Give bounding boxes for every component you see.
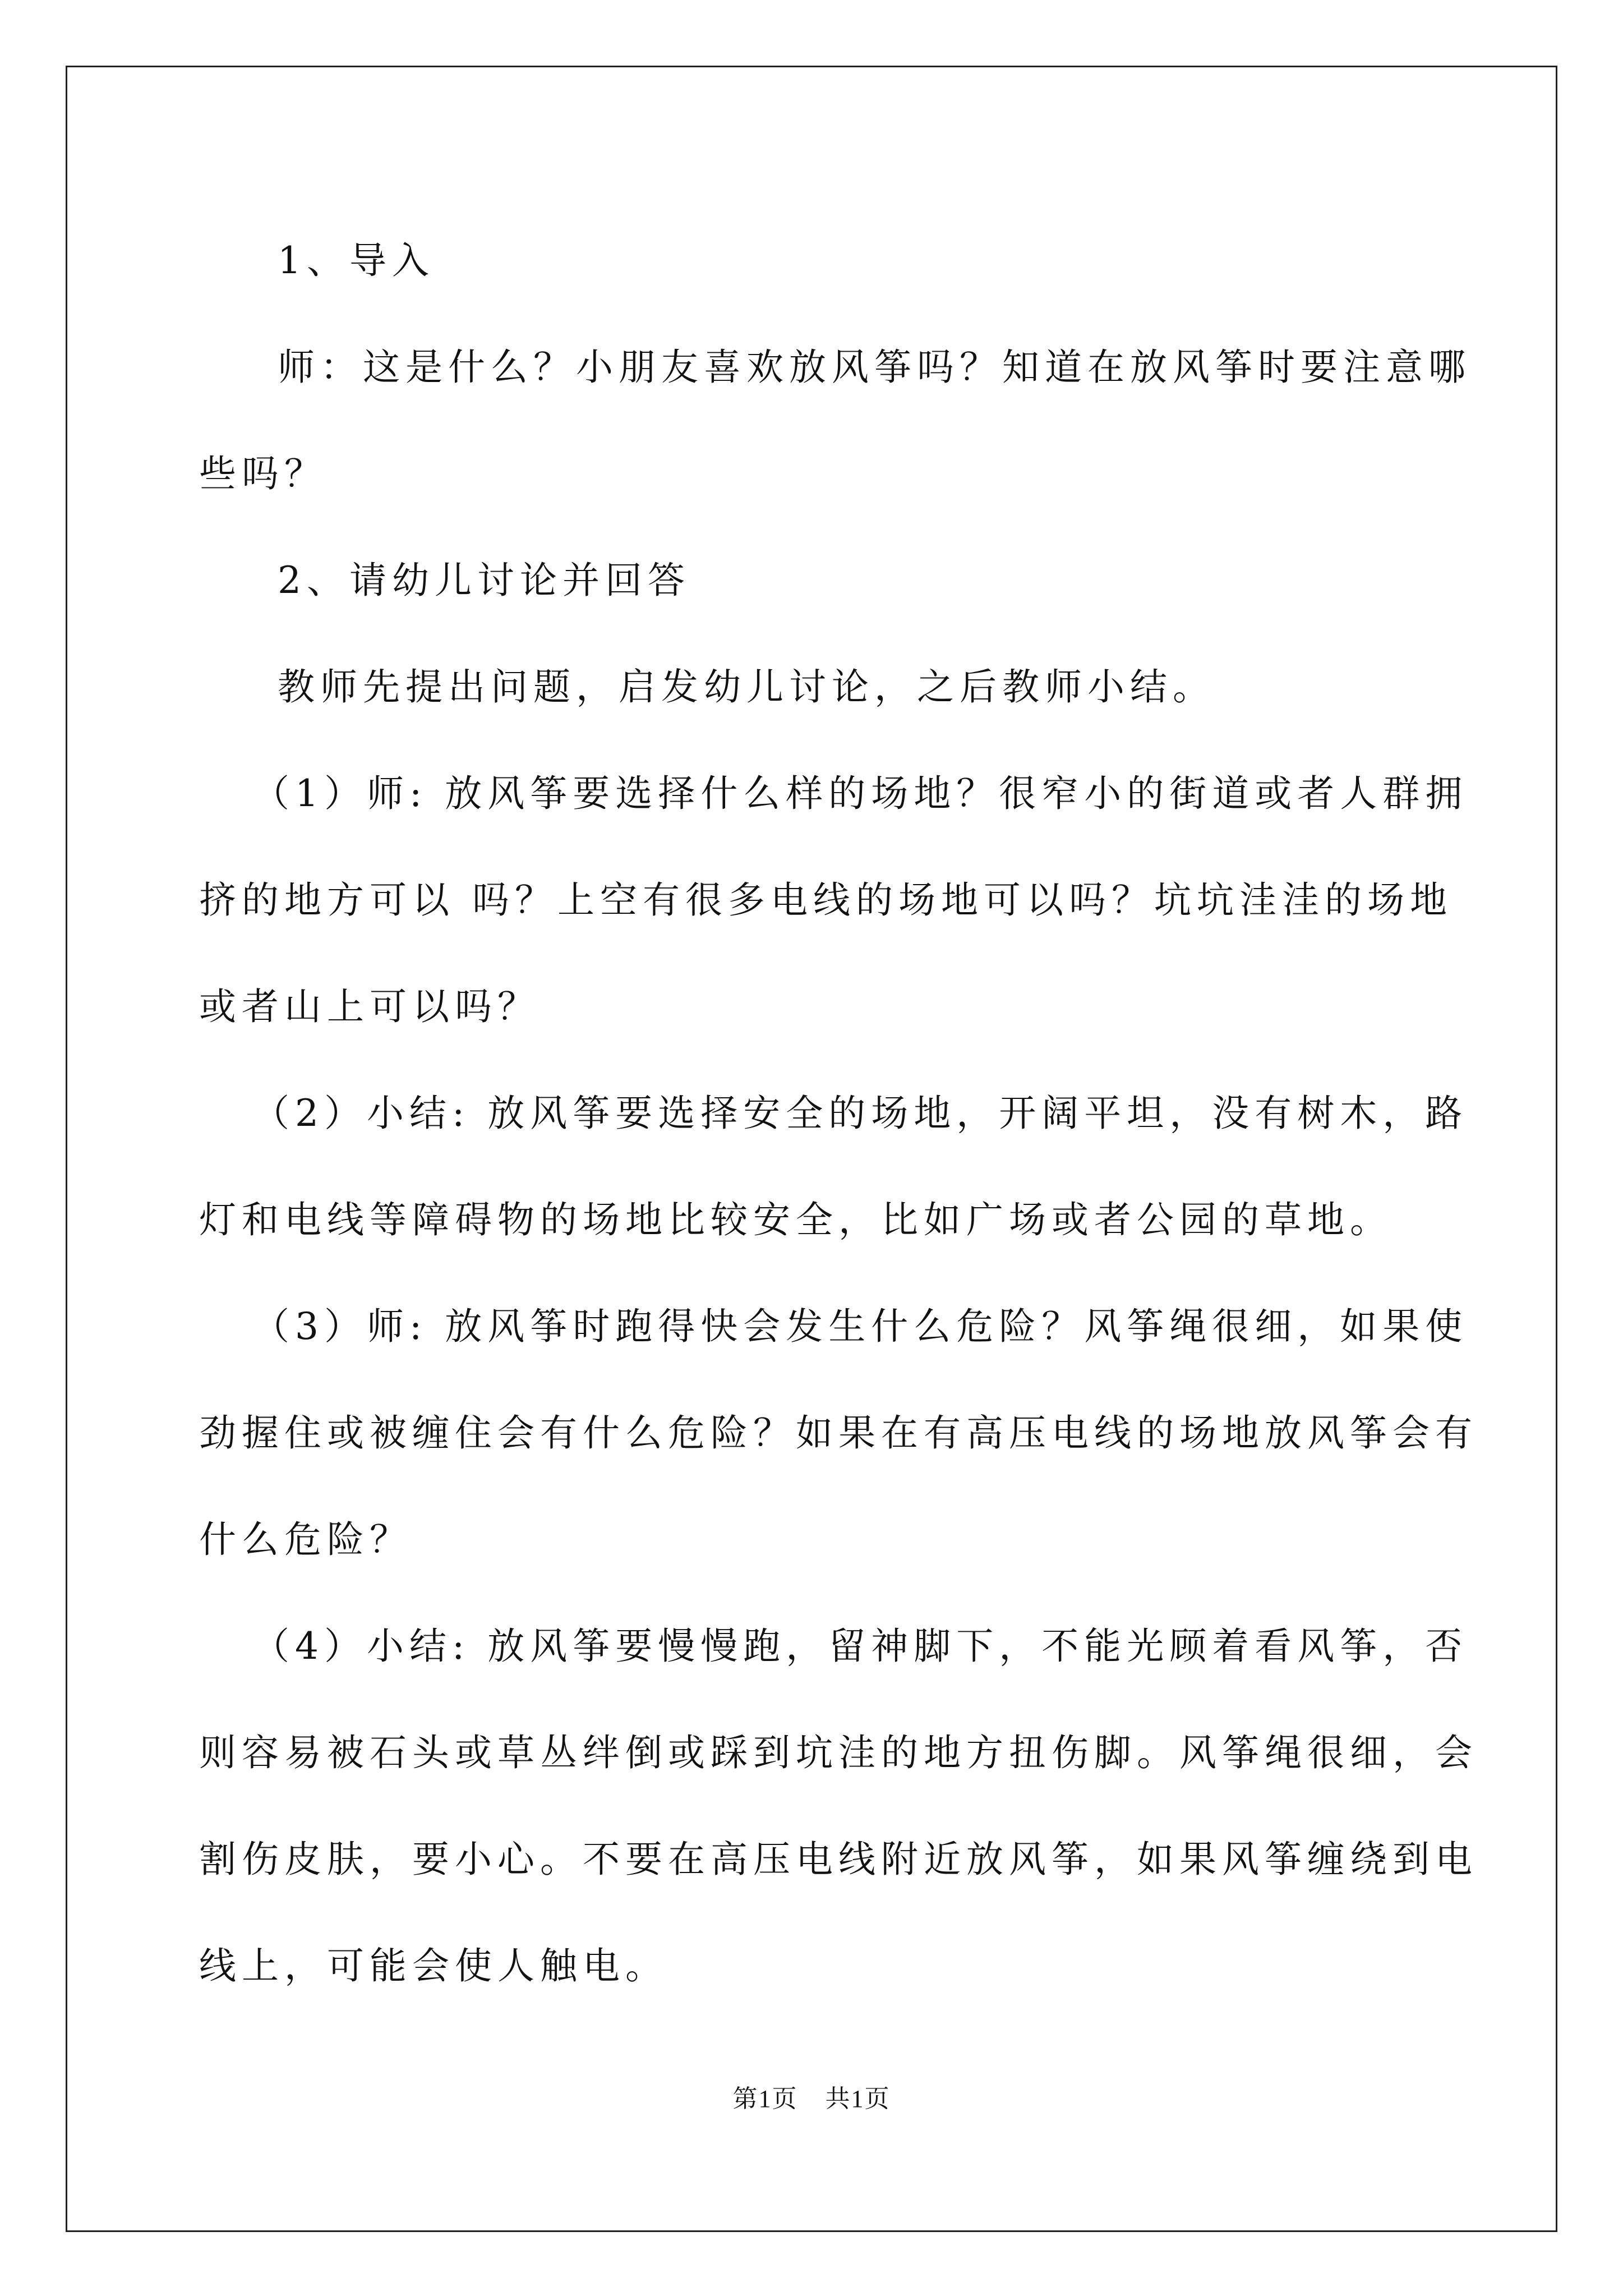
paragraph-line: （2）小结: 放风筝要选择安全的场地，开阔平坦，没有树木，路: [252, 1092, 1468, 1135]
paragraph-line: （3）师: 放风筝时跑得快会发生什么危险？风筝绳很细，如果使: [252, 1305, 1468, 1348]
paragraph-line: 或者山上可以吗？: [199, 985, 540, 1028]
paragraph-line: 劲握住或被缠住会有什么危险？如果在有高压电线的场地放风筝会有: [199, 1411, 1478, 1455]
paragraph-line: 师：这是什么？小朋友喜欢放风筝吗？知道在放风筝时要注意哪: [278, 346, 1471, 389]
page-number: 第1页: [732, 2085, 798, 2113]
paragraph-line: 线上，可能会使人触电。: [199, 1944, 668, 1987]
page-footer: [0, 2078, 1623, 2114]
paragraph-line: （4）小结: 放风筝要慢慢跑，留神脚下，不能光顾着看风筝，否: [252, 1625, 1468, 1668]
paragraph-line: 则容易被石头或草丛绊倒或踩到坑洼的地方扭伤脚。风筝绳很细，会: [199, 1731, 1478, 1774]
paragraph-line: （1）师: 放风筝要选择什么样的场地？很窄小的街道或者人群拥: [252, 772, 1468, 815]
paragraph-line: 割伤皮肤，要小心。不要在高压电线附近放风筝，如果风筝缠绕到电: [199, 1838, 1478, 1881]
paragraph-line: 些吗？: [199, 452, 327, 495]
document-body: [199, 208, 1478, 2019]
section-heading-discussion: 2、请幼儿讨论并回答: [278, 559, 690, 602]
section-heading-intro: 1、导入: [278, 239, 435, 282]
page-total: 共1页: [825, 2085, 891, 2113]
paragraph-line: 灯和电线等障碍物的场地比较安全，比如广场或者公园的草地。: [199, 1198, 1393, 1241]
paragraph-line: 什么危险？: [199, 1518, 412, 1561]
paragraph-line: 挤的地方可以 吗？上空有很多电线的场地可以吗？坑坑洼洼的场地: [199, 878, 1453, 922]
paragraph-line: 教师先提出问题，启发幼儿讨论，之后教师小结。: [278, 665, 1215, 708]
